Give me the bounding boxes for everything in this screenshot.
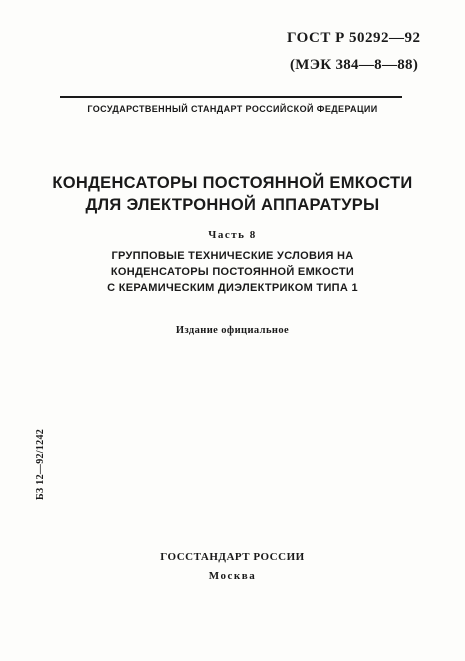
part-label: Часть 8 [208,229,257,241]
publisher-city: Москва [208,570,257,582]
header-divider [60,96,402,98]
subtitle-line-2: КОНДЕНСАТОРЫ ПОСТОЯННОЙ ЕМКОСТИ [110,266,355,278]
document-title-line-2: ДЛЯ ЭЛЕКТРОННОЙ АППАРАТУРЫ [85,196,380,214]
edition-note: Издание официальное [175,325,290,336]
standard-number: ГОСТ Р 50292—92 [287,30,421,46]
publisher-name: ГОССТАНДАРТ РОССИИ [160,551,305,563]
iec-reference: (МЭК 384—8—88) [290,57,419,73]
document-title-line-1: КОНДЕНСАТОРЫ ПОСТОЯННОЙ ЕМКОСТИ [52,174,413,192]
side-code: БЗ 12—92/1242 [35,428,46,500]
standard-type: ГОСУДАРСТВЕННЫЙ СТАНДАРТ РОССИЙСКОЙ ФЕДЕРАЦИИ [87,104,378,114]
subtitle-line-3: С КЕРАМИЧЕСКИМ ДИЭЛЕКТРИКОМ ТИПА 1 [107,282,358,294]
subtitle-line-1: ГРУППОВЫЕ ТЕХНИЧЕСКИЕ УСЛОВИЯ НА [111,250,354,262]
